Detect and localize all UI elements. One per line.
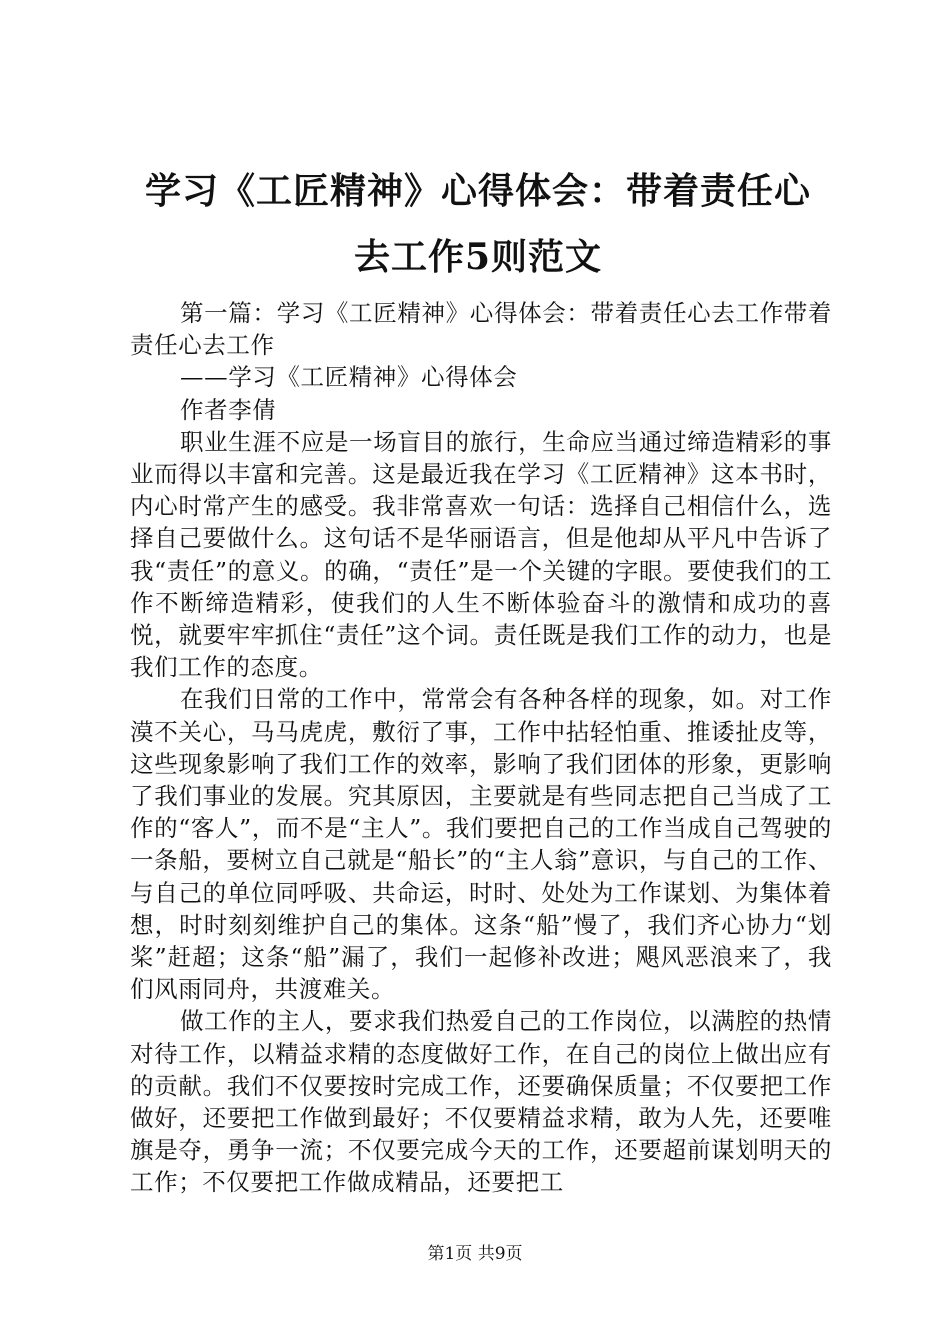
document-title: 学习《工匠精神》心得体会：带着责任心去工作5则范文 <box>144 170 811 278</box>
document-body <box>130 297 832 1199</box>
paragraph-body: 在我们日常的工作中，常常会有各种各样的现象，如。对工作漠不关心，马马虎虎，敷衍了事，工作中拈轻怕重、推诿扯皮等，这些现象影响了我们工作的效率，影响了我们团体的形象，更影响了我们事业的发展。究其原因，主要就是有些同志把自己当成了工作的“客人”，而不是“主人”。我们要把自己的工作当成自己驾驶的一条船，要树立自己就是“船长”的“主人翁”意识，与自己的工作、与自己的单位同呼吸、共命运，时时、处处为工作谋划、为集体着想，时时刻刻维护自己的集体。这条“船”慢了，我们齐心协力“划桨”赶超；这条“船”漏了，我们一起修补改进；飓风恶浪来了，我们风雨同舟，共渡难关。 <box>130 685 832 1004</box>
paragraph-body: 做工作的主人，要求我们热爱自己的工作岗位，以满腔的热情对待工作，以精益求精的态度做好工作，在自己的岗位上做出应有的贡献。我们不仅要按时完成工作，还要确保质量；不仅要把工作做好，还要把工作做到最好；不仅要精益求精，敢为人先，还要唯旗是夺，勇争一流；不仅要完成今天的工作，还要超前谋划明天的工作；不仅要把工作做成精品，还要把工 <box>130 1007 832 1197</box>
paragraph-author: 作者李倩 <box>180 395 277 424</box>
paragraph-body: 职业生涯不应是一场盲目的旅行，生命应当通过缔造精彩的事业而得以丰富和完善。这是最近我在学习《工匠精神》这本书时，内心时常产生的感受。我非常喜欢一句话：选择自己相信什么，选择自己要做什么。这句话不是华丽语言，但是他却从平凡中告诉了我“责任”的意义。的确，“责任”是一个关键的字眼。要使我们的工作不断缔造精彩，使我们的人生不断体验奋斗的激情和成功的喜悦，就要牢牢抓住“责任”这个词。责任既是我们工作的动力，也是我们工作的态度。 <box>130 427 832 682</box>
page-number-footer: 第1页 共9页 <box>427 1244 523 1264</box>
paragraph-subtitle: ——学习《工匠精神》心得体会 <box>180 363 518 392</box>
paragraph-chapter-heading: 第一篇：学习《工匠精神》心得体会：带着责任心去工作带着责任心去工作 <box>130 299 832 360</box>
